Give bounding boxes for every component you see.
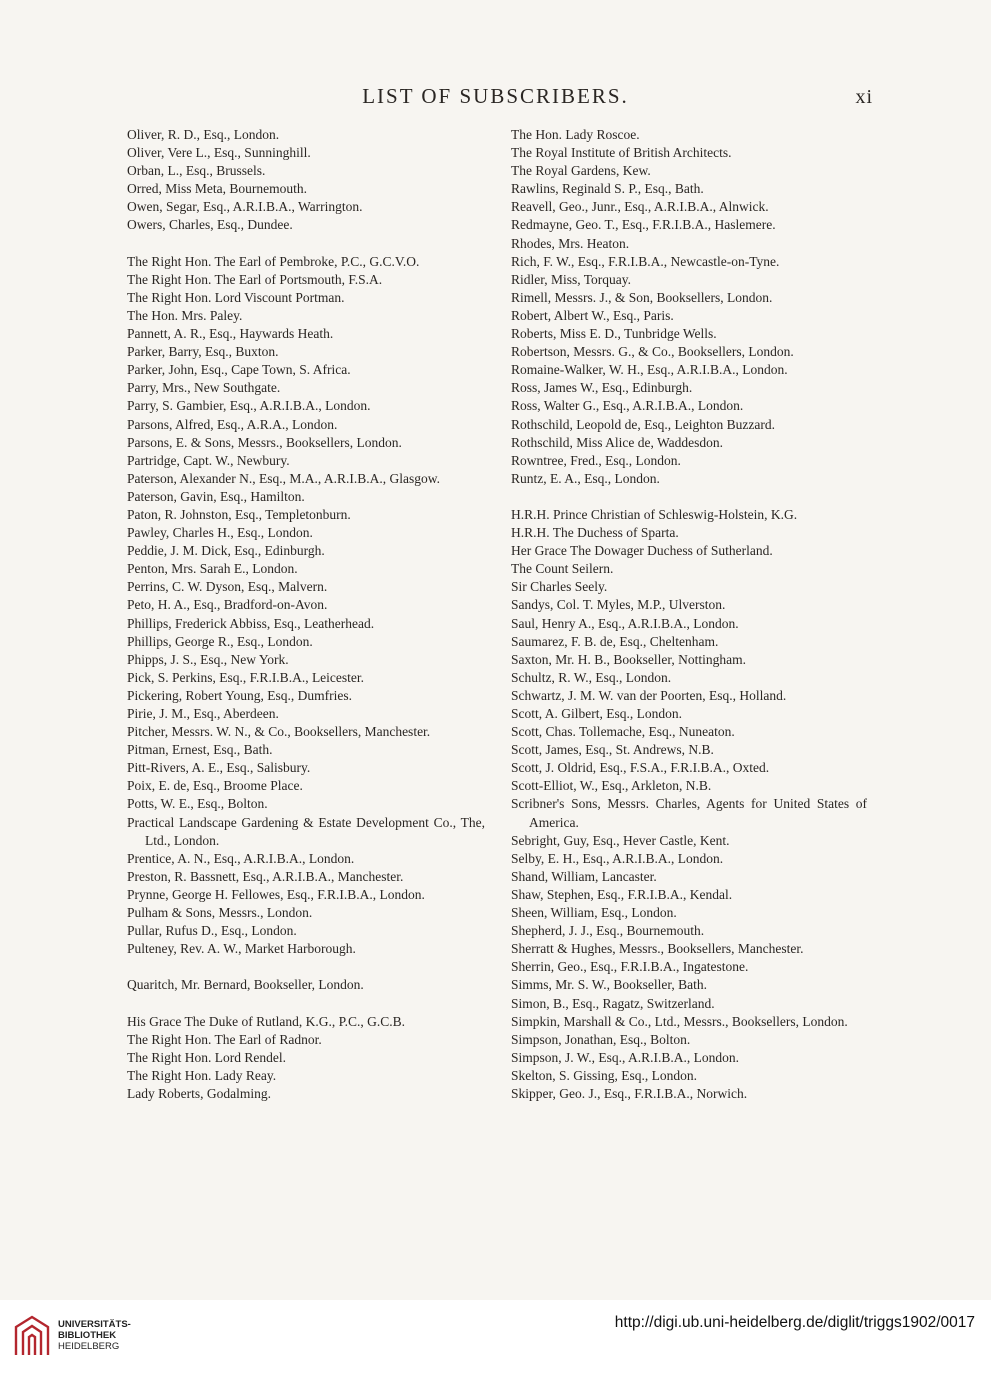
subscriber-entry: The Hon. Mrs. Paley.: [127, 307, 243, 323]
subscriber-entry: Penton, Mrs. Sarah E., London.: [127, 561, 298, 577]
subscriber-entry: Phillips, George R., Esq., London.: [127, 633, 313, 649]
subscriber-entry: Ridler, Miss, Torquay.: [511, 271, 632, 287]
subscriber-column-left: [127, 126, 485, 1103]
source-url-link[interactable]: http://digi.ub.uni-heidelberg.de/diglit/triggs1902/0017: [614, 1314, 975, 1331]
subscriber-entry: Practical Landscape Gardening & Estate Development Co., The, Ltd., London.: [127, 814, 485, 848]
subscriber-entry: Ross, James W., Esq., Edinburgh.: [511, 380, 693, 396]
subscriber-entry: The Royal Institute of British Architects.: [511, 145, 732, 161]
subscriber-entry: Pawley, Charles H., Esq., London.: [127, 525, 313, 541]
subscriber-entry: Shand, William, Lancaster.: [511, 868, 657, 884]
subscriber-entry: Parsons, Alfred, Esq., A.R.A., London.: [127, 416, 338, 432]
subscriber-entry: Pitcher, Messrs. W. N., & Co., Booksellers, Manchester.: [127, 724, 431, 740]
subscriber-entry: Redmayne, Geo. T., Esq., F.R.I.B.A., Haslemere.: [511, 217, 776, 233]
subscriber-entry: Simpson, Jonathan, Esq., Bolton.: [511, 1031, 691, 1047]
subscriber-entry: The Right Hon. Lord Rendel.: [127, 1049, 286, 1065]
subscriber-entry: Phipps, J. S., Esq., New York.: [127, 651, 289, 667]
library-footer: [0, 1300, 991, 1374]
subscriber-entry: Prynne, George H. Fellowes, Esq., F.R.I.B.A., London.: [127, 886, 425, 902]
university-library-logo-icon: [12, 1313, 52, 1357]
library-name: [58, 1319, 131, 1352]
subscriber-entry: Sherratt & Hughes, Messrs., Booksellers, Manchester.: [511, 941, 804, 957]
section-gap: [127, 958, 485, 976]
subscriber-entry: Schwartz, J. M. W. van der Poorten, Esq., Holland.: [511, 687, 787, 703]
subscriber-entry: Peddie, J. M. Dick, Esq., Edinburgh.: [127, 543, 325, 559]
subscriber-entry: Prentice, A. N., Esq., A.R.I.B.A., London.: [127, 850, 355, 866]
subscriber-entry: The Right Hon. Lord Viscount Portman.: [127, 289, 345, 305]
subscriber-entry: Rhodes, Mrs. Heaton.: [511, 235, 630, 251]
subscriber-entry: Poix, E. de, Esq., Broome Place.: [127, 778, 303, 794]
page-title: LIST OF SUBSCRIBERS.: [362, 84, 629, 108]
subscriber-entry: The Royal Gardens, Kew.: [511, 163, 651, 179]
subscriber-entry: Quaritch, Mr. Bernard, Bookseller, London.: [127, 977, 364, 993]
subscriber-entry: Orred, Miss Meta, Bournemouth.: [127, 181, 307, 197]
subscriber-entry: Selby, E. H., Esq., A.R.I.B.A., London.: [511, 850, 724, 866]
subscriber-entry: Saxton, Mr. H. B., Bookseller, Nottingham.: [511, 651, 746, 667]
subscriber-entry: Scribner's Sons, Messrs. Charles, Agents for United States of America.: [511, 796, 867, 830]
subscriber-entry: Parry, S. Gambier, Esq., A.R.I.B.A., London.: [127, 398, 371, 414]
subscriber-entry: Parsons, E. & Sons, Messrs., Booksellers, London.: [127, 434, 402, 450]
subscriber-entry: Schultz, R. W., Esq., London.: [511, 669, 672, 685]
subscriber-entry: Simpkin, Marshall & Co., Ltd., Messrs., Booksellers, London.: [511, 1013, 848, 1029]
library-name-line3: HEIDELBERG: [58, 1341, 120, 1352]
subscriber-entry: Preston, R. Bassnett, Esq., A.R.I.B.A., Manchester.: [127, 868, 404, 884]
subscriber-entry: Pick, S. Perkins, Esq., F.R.I.B.A., Leicester.: [127, 669, 365, 685]
subscriber-entry: Romaine-Walker, W. H., Esq., A.R.I.B.A., London.: [511, 362, 788, 378]
subscriber-entry: Sherrin, Geo., Esq., F.R.I.B.A., Ingatestone.: [511, 959, 749, 975]
subscriber-entry: Saul, Henry A., Esq., A.R.I.B.A., London.: [511, 615, 739, 631]
subscriber-entry: The Count Seilern.: [511, 561, 614, 577]
subscriber-entry: Simon, B., Esq., Ragatz, Switzerland.: [511, 995, 715, 1011]
subscriber-entry: Paterson, Alexander N., Esq., M.A., A.R.I.B.A., Glasgow.: [127, 470, 440, 486]
subscriber-entry: The Right Hon. The Earl of Pembroke, P.C., G.C.V.O.: [127, 253, 420, 269]
subscriber-entry: Pulteney, Rev. A. W., Market Harborough.: [127, 941, 356, 957]
library-name-line2: BIBLIOTHEK: [58, 1330, 117, 1341]
subscriber-entry: H.R.H. Prince Christian of Schleswig-Holstein, K.G.: [511, 506, 798, 522]
subscriber-entry: His Grace The Duke of Rutland, K.G., P.C., G.C.B.: [127, 1013, 405, 1029]
subscriber-entry: Scott, James, Esq., St. Andrews, N.B.: [511, 742, 714, 758]
subscriber-entry: Reavell, Geo., Junr., Esq., A.R.I.B.A., Alnwick.: [511, 199, 769, 215]
subscriber-entry: Scott, J. Oldrid, Esq., F.S.A., F.R.I.B.A., Oxted.: [511, 760, 770, 776]
page-number: xi: [855, 86, 873, 108]
subscriber-entry: Simms, Mr. S. W., Bookseller, Bath.: [511, 977, 707, 993]
subscriber-entry: Paton, R. Johnston, Esq., Templetonburn.: [127, 506, 351, 522]
subscriber-entry: Parker, Barry, Esq., Buxton.: [127, 344, 279, 360]
subscriber-entry: Rich, F. W., Esq., F.R.I.B.A., Newcastle-on-Tyne.: [511, 253, 780, 269]
library-name-line1: UNIVERSITÄTS-: [58, 1319, 131, 1330]
subscriber-entry: H.R.H. The Duchess of Sparta.: [511, 525, 679, 541]
subscriber-entry: Peto, H. A., Esq., Bradford-on-Avon.: [127, 597, 328, 613]
subscriber-entry: Scott-Elliot, W., Esq., Arkleton, N.B.: [511, 778, 712, 794]
subscriber-entry: Skelton, S. Gissing, Esq., London.: [511, 1067, 698, 1083]
subscriber-entry: Owers, Charles, Esq., Dundee.: [127, 217, 293, 233]
subscriber-entry: Rothschild, Miss Alice de, Waddesdon.: [511, 434, 724, 450]
subscriber-entry: The Hon. Lady Roscoe.: [511, 127, 640, 142]
subscriber-entry: Phillips, Frederick Abbiss, Esq., Leatherhead.: [127, 615, 375, 631]
subscriber-entry: Pirie, J. M., Esq., Aberdeen.: [127, 706, 279, 721]
subscriber-entry: Ross, Walter G., Esq., A.R.I.B.A., London.: [511, 398, 744, 414]
subscriber-entry: Rimell, Messrs. J., & Son, Booksellers, London.: [511, 289, 773, 305]
subscriber-entry: Potts, W. E., Esq., Bolton.: [127, 796, 268, 812]
subscriber-entry: The Right Hon. The Earl of Radnor.: [127, 1031, 322, 1047]
subscriber-entry: The Right Hon. The Earl of Portsmouth, F.S.A.: [127, 271, 383, 287]
subscriber-column-right: [511, 126, 867, 1103]
subscriber-entry: Shepherd, J. J., Esq., Bournemouth.: [511, 923, 705, 939]
subscriber-entry: Runtz, E. A., Esq., London.: [511, 470, 660, 486]
subscriber-entry: Oliver, R. D., Esq., London.: [127, 127, 280, 142]
subscriber-entry: Pitt-Rivers, A. E., Esq., Salisbury.: [127, 760, 311, 776]
subscriber-entry: Her Grace The Dowager Duchess of Sutherland.: [511, 543, 773, 559]
subscriber-entry: Shaw, Stephen, Esq., F.R.I.B.A., Kendal.: [511, 886, 733, 902]
subscriber-entry: Sir Charles Seely.: [511, 579, 608, 595]
subscriber-entry: Orban, L., Esq., Brussels.: [127, 163, 266, 179]
subscriber-entry: Pulham & Sons, Messrs., London.: [127, 905, 313, 921]
subscriber-entry: Rowntree, Fred., Esq., London.: [511, 452, 681, 468]
subscriber-entry: Lady Roberts, Godalming.: [127, 1085, 271, 1101]
subscriber-entry: Skipper, Geo. J., Esq., F.R.I.B.A., Norwich.: [511, 1085, 748, 1101]
subscriber-entry: Scott, Chas. Tollemache, Esq., Nuneaton.: [511, 724, 735, 740]
subscriber-entry: Pannett, A. R., Esq., Haywards Heath.: [127, 326, 334, 342]
subscriber-entry: Pullar, Rufus D., Esq., London.: [127, 923, 297, 939]
subscriber-entry: Rothschild, Leopold de, Esq., Leighton Buzzard.: [511, 416, 775, 432]
subscriber-entry: Sandys, Col. T. Myles, M.P., Ulverston.: [511, 597, 726, 613]
subscriber-entry: Sheen, William, Esq., London.: [511, 905, 677, 921]
subscriber-entry: Sebright, Guy, Esq., Hever Castle, Kent.: [511, 832, 730, 848]
subscriber-entry: Partridge, Capt. W., Newbury.: [127, 452, 290, 468]
section-gap: [511, 488, 867, 506]
subscriber-entry: Roberts, Miss E. D., Tunbridge Wells.: [511, 326, 717, 342]
subscriber-entry: Robertson, Messrs. G., & Co., Booksellers, London.: [511, 344, 794, 360]
subscriber-entry: Owen, Segar, Esq., A.R.I.B.A., Warrington.: [127, 199, 363, 215]
section-gap: [127, 995, 485, 1013]
subscriber-entry: Robert, Albert W., Esq., Paris.: [511, 307, 674, 323]
subscriber-entry: The Right Hon. Lady Reay.: [127, 1067, 277, 1083]
running-header: [0, 84, 991, 114]
subscriber-entry: Oliver, Vere L., Esq., Sunninghill.: [127, 145, 311, 161]
subscriber-entry: Parry, Mrs., New Southgate.: [127, 380, 281, 396]
subscriber-entry: Saumarez, F. B. de, Esq., Cheltenham.: [511, 633, 719, 649]
subscriber-entry: Pickering, Robert Young, Esq., Dumfries.: [127, 687, 352, 703]
subscriber-entry: Scott, A. Gilbert, Esq., London.: [511, 706, 682, 721]
subscriber-entry: Parker, John, Esq., Cape Town, S. Africa.: [127, 362, 351, 378]
subscriber-entry: Paterson, Gavin, Esq., Hamilton.: [127, 488, 305, 504]
subscriber-entry: Pitman, Ernest, Esq., Bath.: [127, 742, 273, 758]
section-gap: [127, 235, 485, 253]
subscriber-entry: Rawlins, Reginald S. P., Esq., Bath.: [511, 181, 704, 197]
subscriber-entry: Simpson, J. W., Esq., A.R.I.B.A., London.: [511, 1049, 740, 1065]
subscriber-entry: Perrins, C. W. Dyson, Esq., Malvern.: [127, 579, 328, 595]
